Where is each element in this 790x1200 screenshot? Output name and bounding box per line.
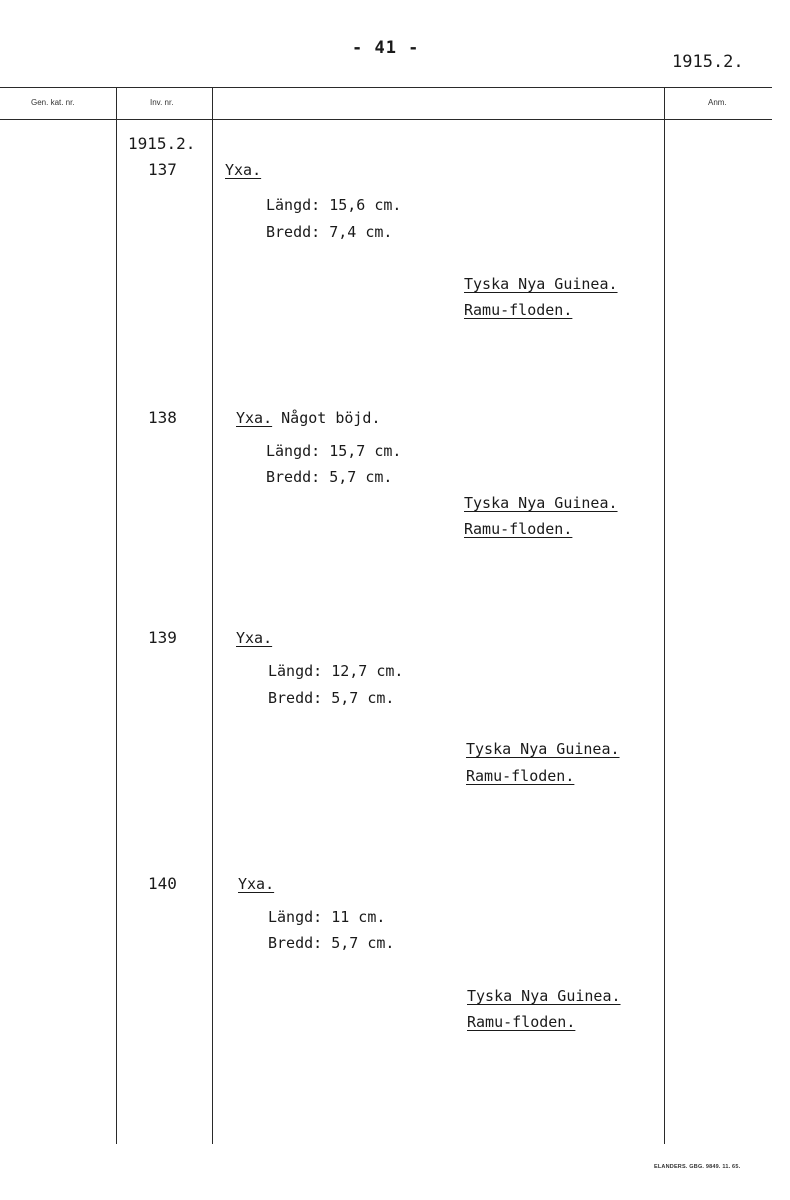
item-title-note: Något böjd. bbox=[281, 409, 381, 427]
item-length: Längd: 15,7 cm. bbox=[266, 442, 402, 460]
inventory-number: 139 bbox=[148, 628, 177, 647]
page-reference: 1915.2. bbox=[672, 52, 744, 72]
item-length: Längd: 15,6 cm. bbox=[266, 196, 402, 214]
inventory-number: 137 bbox=[148, 160, 177, 179]
item-length: Längd: 12,7 cm. bbox=[268, 662, 404, 680]
inventory-number: 140 bbox=[148, 874, 177, 893]
batch-label: 1915.2. bbox=[128, 134, 196, 153]
item-width: Bredd: 7,4 cm. bbox=[266, 223, 393, 241]
column-divider-anm bbox=[664, 87, 665, 1144]
item-title-line bbox=[238, 875, 274, 893]
item-location-river: Ramu-floden. bbox=[466, 767, 575, 785]
item-title: Yxa. bbox=[236, 629, 273, 647]
column-header-gen-kat-nr: Gen. kat. nr. bbox=[31, 98, 75, 107]
item-width: Bredd: 5,7 cm. bbox=[266, 468, 393, 486]
item-location-region: Tyska Nya Guinea. bbox=[467, 987, 621, 1005]
item-title-line bbox=[236, 629, 272, 647]
item-title: Yxa. bbox=[238, 875, 275, 893]
printer-imprint: ELANDERS. GBG. 9849. 11. 65. bbox=[654, 1164, 741, 1170]
column-divider-text bbox=[212, 87, 213, 1144]
item-title-line bbox=[236, 409, 381, 427]
column-header-anm: Anm. bbox=[708, 98, 727, 107]
item-title: Yxa. bbox=[236, 409, 273, 427]
inventory-number: 138 bbox=[148, 408, 177, 427]
item-location-river: Ramu-floden. bbox=[467, 1013, 576, 1031]
item-width: Bredd: 5,7 cm. bbox=[268, 934, 395, 952]
item-location-region: Tyska Nya Guinea. bbox=[464, 494, 618, 512]
item-length: Längd: 11 cm. bbox=[268, 908, 386, 926]
item-width: Bredd: 5,7 cm. bbox=[268, 689, 395, 707]
item-location-river: Ramu-floden. bbox=[464, 520, 573, 538]
page-number: - 41 - bbox=[352, 38, 420, 58]
item-location-region: Tyska Nya Guinea. bbox=[466, 740, 620, 758]
item-title-line bbox=[225, 161, 261, 179]
item-location-river: Ramu-floden. bbox=[464, 301, 573, 319]
item-location-region: Tyska Nya Guinea. bbox=[464, 275, 618, 293]
column-header-inv-nr: Inv. nr. bbox=[150, 98, 174, 107]
column-divider-inv bbox=[116, 87, 117, 1144]
item-title: Yxa. bbox=[225, 161, 262, 179]
